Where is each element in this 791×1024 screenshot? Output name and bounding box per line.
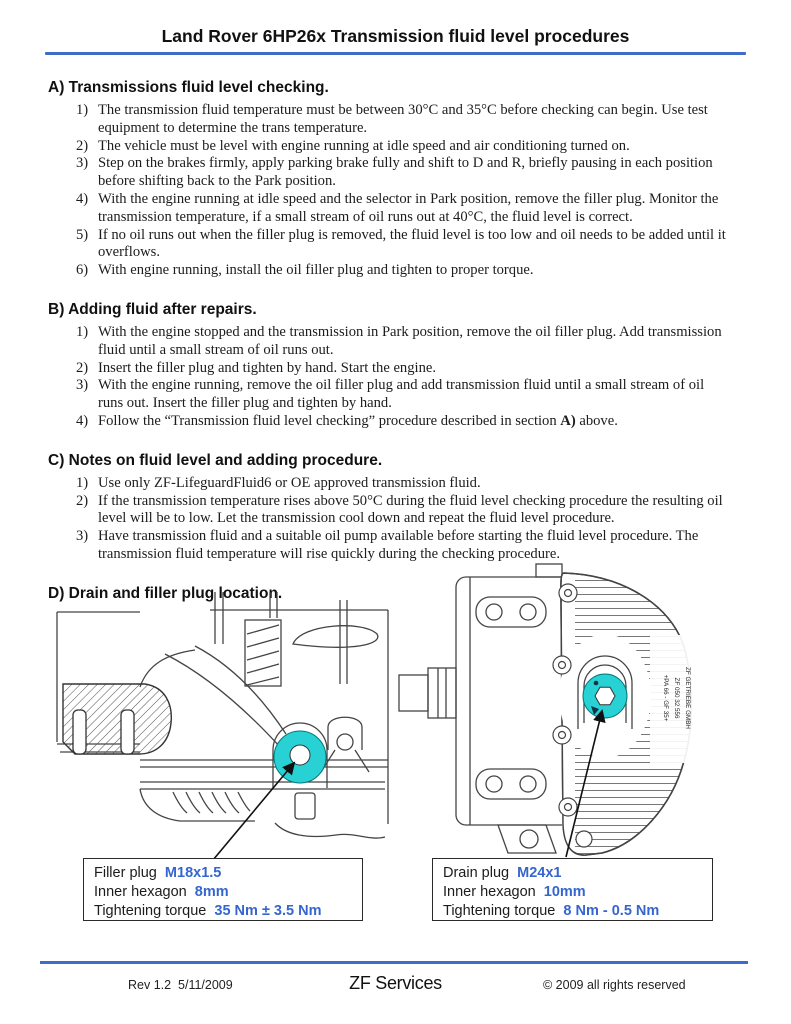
- list-item: The vehicle must be level with engine running at idle speed and air conditioning turned on.: [98, 137, 630, 154]
- list-item: Have transmission fluid and a suitable oil pump available before starting the fluid level procedure. The transmission fluid temperature will rise quickly during the checking procedure.: [98, 528, 699, 562]
- spec-label: Tightening torque: [94, 902, 207, 919]
- page-title: Land Rover 6HP26x Transmission fluid level procedures: [161, 26, 630, 46]
- section-ref-bold: A): [560, 412, 576, 429]
- filler-plug-spec-box: [83, 858, 363, 921]
- list-item: Use only ZF-LifeguardFluid6 or OE approved transmission fluid.: [98, 474, 481, 491]
- list-item: Step on the brakes firmly, apply parking brake fully and shift to D and R, briefly pausing in each position before shifting back to the Park position.: [98, 155, 713, 190]
- section-a-list: [76, 102, 728, 280]
- footer-copyright: © 2009 all rights reserved: [543, 978, 686, 992]
- spec-value: 35 Nm ± 3.5 Nm: [214, 902, 322, 919]
- spec-label: Tightening torque: [443, 902, 556, 919]
- housing-lines: [399, 564, 582, 853]
- spec-value: M18x1.5: [164, 865, 222, 881]
- footer-revision: Rev 1.2 5/11/2009: [128, 978, 233, 992]
- spec-row: [94, 902, 352, 921]
- list-item: The transmission fluid temperature must be between 30°C and 35°C before checking can begin. Use test equipment to determine the trans temperature.: [98, 102, 708, 136]
- list-item: With the engine running, remove the oil filler plug and add transmission fluid until a small stream of oil runs out. Insert the filler plug and tighten by hand.: [98, 377, 705, 412]
- spec-label: Drain plug: [443, 865, 510, 881]
- spec-value: 8 Nm - 0.5 Nm: [563, 902, 660, 919]
- spec-row: [443, 864, 702, 883]
- section-b-list: [76, 324, 728, 431]
- pan-marking-text: ZF 050 32 556: [673, 677, 680, 719]
- list-item: If no oil runs out when the filler plug is removed, the fluid level is too low and oil needs to be added until it overflows.: [98, 226, 726, 261]
- filler-plug-diagram: [45, 592, 390, 862]
- pan-marking-text: ZF GETRIEBE GMBH: [684, 667, 691, 729]
- spec-row: [94, 864, 352, 883]
- section-b-heading: B) Adding fluid after repairs.: [48, 300, 257, 318]
- drain-plug-hexagon: [595, 687, 615, 704]
- spec-row: [443, 902, 702, 921]
- section-d-heading: D) Drain and filler plug location.: [48, 584, 283, 602]
- title-divider: [45, 52, 746, 55]
- drain-plug-diagram: [398, 563, 748, 860]
- spec-row: [443, 883, 702, 902]
- pan-marking-text: +PA 66 - GF 35+: [662, 674, 669, 722]
- section-c-heading: C) Notes on fluid level and adding procedure.: [48, 451, 383, 469]
- footer-divider: [40, 961, 748, 964]
- spec-label: Inner hexagon: [94, 883, 187, 900]
- list-item: With the engine stopped and the transmission in Park position, remove the oil filler plug. Add transmission fluid until a small stream of oil runs out.: [98, 323, 722, 358]
- spec-label: Filler plug: [94, 865, 157, 881]
- list-item: [76, 413, 728, 431]
- item-text: Follow the “Transmission fluid level checking” procedure described in section: [98, 412, 561, 429]
- plug-mark-dot: [594, 681, 599, 686]
- filler-plug-center: [290, 745, 310, 765]
- item-text: above.: [575, 412, 618, 429]
- list-item: If the transmission temperature rises above 50°C during the fluid level checking procedure the resulting oil level will be to low. Let the transmission cool down and repeat the fluid level procedure.: [98, 492, 723, 527]
- spec-value: 10mm: [543, 883, 586, 900]
- section-a-heading: A) Transmissions fluid level checking.: [48, 79, 329, 96]
- footer-brand: ZF Services: [349, 973, 442, 993]
- spec-value: 8mm: [194, 883, 229, 900]
- spec-label: Inner hexagon: [443, 883, 536, 900]
- list-item: With engine running, install the oil filler plug and tighten to proper torque.: [98, 262, 534, 279]
- list-item: With the engine running at idle speed and the selector in Park position, remove the filler plug. Monitor the transmission temperature, if a small stream of oil runs out at 40°C, the fluid level is correct.: [98, 190, 719, 225]
- section-c-list: [76, 475, 728, 564]
- spec-value: M24x1: [517, 865, 562, 881]
- drain-plug-spec-box: [432, 858, 713, 921]
- spec-row: [94, 883, 352, 902]
- list-item: Insert the filler plug and tighten by hand. Start the engine.: [98, 359, 437, 376]
